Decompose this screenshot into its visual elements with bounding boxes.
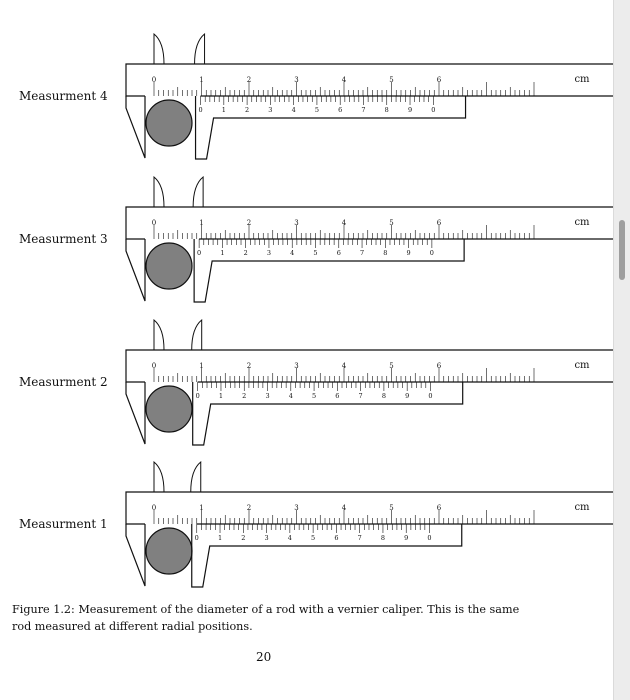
vernier-number: 0 — [431, 106, 436, 114]
vernier-number: 3 — [265, 392, 270, 400]
page-number: 20 — [256, 650, 272, 664]
vernier-number: 6 — [334, 534, 339, 542]
main-scale-number: 1 — [199, 76, 204, 84]
vernier-number: 7 — [358, 392, 363, 400]
vernier-number: 9 — [405, 392, 410, 400]
vernier-number: 3 — [268, 106, 273, 114]
main-scale-number: 3 — [294, 362, 299, 370]
vernier-number: 8 — [381, 392, 386, 400]
main-scale-number: 5 — [389, 504, 394, 512]
vernier-number: 0 — [194, 534, 199, 542]
main-scale-number: 6 — [436, 76, 442, 84]
measurement-1-label: Measurment 1 — [19, 517, 108, 531]
vernier-number: 8 — [384, 106, 389, 114]
rod-cross-section — [146, 386, 192, 432]
vernier-number: 1 — [218, 392, 224, 400]
fixed-lower-jaw — [126, 382, 145, 444]
vertical-scrollbar[interactable] — [613, 0, 630, 700]
main-scale-number: 6 — [436, 504, 442, 512]
main-scale-number: 2 — [246, 504, 252, 512]
main-scale-number: 1 — [199, 504, 204, 512]
caliper-1 — [126, 462, 614, 587]
unit-label: cm — [574, 217, 590, 228]
caliper-2 — [126, 320, 614, 445]
main-scale-number: 1 — [199, 362, 204, 370]
main-scale-number: 4 — [341, 362, 347, 370]
fixed-upper-jaw — [154, 462, 164, 492]
main-scale-number: 5 — [389, 76, 394, 84]
fixed-upper-jaw — [154, 320, 164, 350]
scrollbar-thumb[interactable] — [619, 220, 625, 280]
main-scale-number: 2 — [246, 362, 252, 370]
vernier-slider — [192, 524, 462, 587]
vernier-slider — [194, 239, 464, 302]
vernier-number: 0 — [195, 392, 200, 400]
main-scale-number: 3 — [294, 504, 299, 512]
vernier-number: 2 — [243, 249, 248, 257]
main-scale-number: 6 — [436, 362, 442, 370]
rod-cross-section — [146, 243, 192, 289]
vernier-number: 3 — [264, 534, 269, 542]
measurement-4-label: Measurment 4 — [19, 89, 108, 103]
sliding-upper-jaw — [191, 462, 201, 492]
unit-label: cm — [574, 74, 590, 85]
vernier-number: 0 — [428, 392, 433, 400]
main-scale-number: 0 — [151, 219, 157, 227]
main-scale-number: 3 — [294, 76, 299, 84]
main-scale-number: 2 — [246, 76, 252, 84]
vernier-number: 8 — [383, 249, 388, 257]
main-scale-number: 5 — [389, 219, 394, 227]
main-scale-number: 0 — [151, 504, 157, 512]
main-scale-number: 3 — [294, 219, 299, 227]
measurement-2-label: Measurment 2 — [19, 375, 108, 389]
main-scale-number: 1 — [199, 219, 204, 227]
sliding-upper-jaw — [192, 320, 202, 350]
vernier-number: 4 — [287, 534, 292, 542]
vernier-number: 4 — [288, 392, 293, 400]
vernier-number: 4 — [290, 249, 295, 257]
vernier-number: 4 — [291, 106, 296, 114]
figure-caption: Figure 1.2: Measurement of the diameter of a rod with a vernier caliper. This is the same rod measured at different radial positions. — [12, 603, 520, 633]
vernier-number: 5 — [311, 534, 316, 542]
measurement-3-label: Measurment 3 — [19, 232, 108, 246]
fixed-upper-jaw — [154, 34, 164, 64]
vernier-slider — [193, 382, 463, 445]
unit-label: cm — [574, 360, 590, 371]
vernier-number: 0 — [429, 249, 434, 257]
main-scale-number: 4 — [341, 219, 347, 227]
vernier-number: 7 — [357, 534, 362, 542]
vernier-number: 9 — [407, 106, 413, 114]
vernier-number: 7 — [361, 106, 366, 114]
main-scale-number: 2 — [246, 219, 252, 227]
main-scale-number: 4 — [341, 504, 347, 512]
vernier-number: 6 — [338, 106, 343, 114]
vernier-number: 3 — [266, 249, 272, 257]
vernier-number: 9 — [404, 534, 409, 542]
rod-cross-section — [146, 100, 192, 146]
vernier-number: 2 — [245, 106, 250, 114]
vernier-number: 5 — [314, 106, 319, 114]
unit-label: cm — [574, 502, 590, 513]
fixed-lower-jaw — [126, 96, 145, 158]
vernier-number: 1 — [220, 249, 225, 257]
fixed-upper-jaw — [154, 177, 164, 207]
main-scale-number: 6 — [436, 219, 442, 227]
vernier-number: 5 — [312, 392, 317, 400]
sliding-upper-jaw — [193, 177, 203, 207]
vernier-number: 0 — [198, 106, 203, 114]
vernier-number: 1 — [221, 106, 226, 114]
vernier-number: 9 — [406, 249, 411, 257]
vernier-number: 8 — [380, 534, 386, 542]
vernier-number: 2 — [241, 534, 246, 542]
main-scale-number: 0 — [151, 362, 157, 370]
main-scale-number: 0 — [151, 76, 157, 84]
vernier-number: 5 — [313, 249, 318, 257]
vernier-number: 0 — [427, 534, 432, 542]
vernier-number: 7 — [359, 249, 365, 257]
main-scale-number: 5 — [389, 362, 394, 370]
rod-cross-section — [146, 528, 192, 574]
sliding-upper-jaw — [195, 34, 205, 64]
main-scale-number: 4 — [341, 76, 347, 84]
vernier-number: 1 — [217, 534, 223, 542]
caliper-4 — [126, 34, 614, 159]
vernier-number: 6 — [336, 249, 341, 257]
fixed-lower-jaw — [126, 239, 145, 301]
fixed-lower-jaw — [126, 524, 145, 586]
vernier-number: 6 — [335, 392, 340, 400]
caliper-3 — [126, 177, 614, 302]
vernier-number: 2 — [242, 392, 247, 400]
vernier-number: 0 — [197, 249, 202, 257]
vernier-slider — [196, 96, 466, 159]
